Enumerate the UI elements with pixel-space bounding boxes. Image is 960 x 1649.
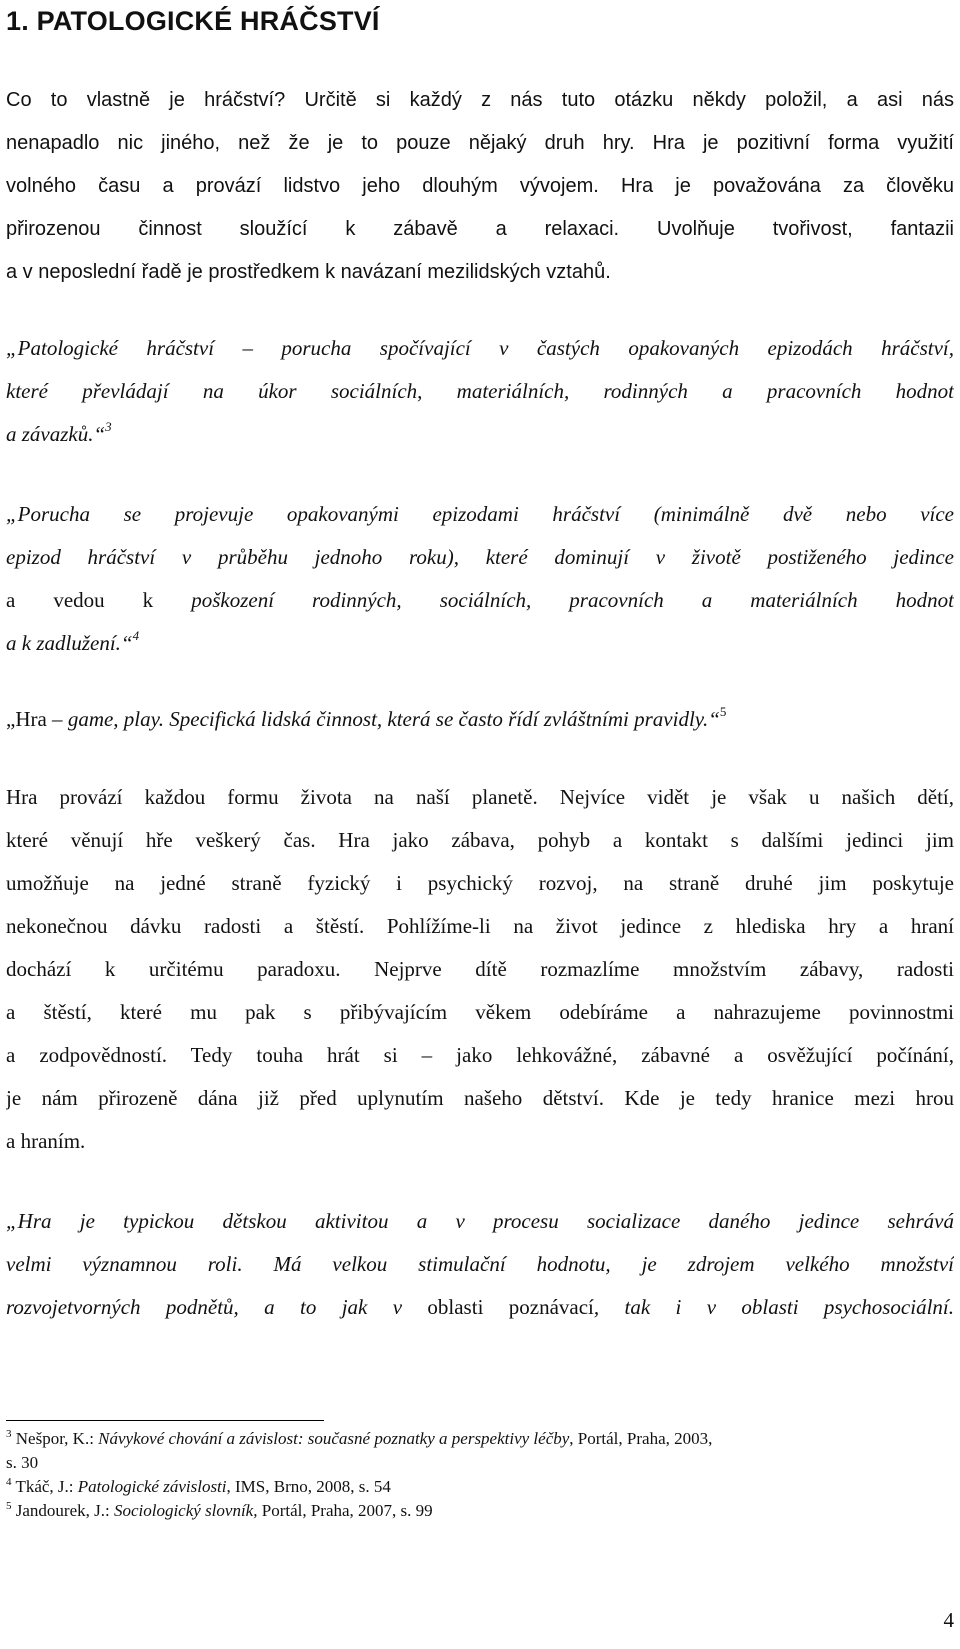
footnote-number: 4: [6, 1476, 12, 1488]
text-line: a štěstí, které mu pak s přibývajícím věkem odebíráme a nahrazujeme povinnostmi: [6, 1000, 954, 1024]
footnote-3-continued: s. 30: [6, 1453, 39, 1472]
text-segment: a vedou k: [6, 588, 192, 612]
page-number: 4: [943, 1608, 954, 1632]
footnote-author: Tkáč, J.:: [15, 1477, 78, 1496]
text-line: dochází k určitému paradoxu. Nejprve dítě rozmazlíme množstvím zábavy, radosti: [6, 957, 954, 981]
text-line: „Porucha se projevuje opakovanými epizodami hráčství (minimálně dvě nebo více: [6, 502, 954, 526]
text-line: a zodpovědností. Tedy touha hrát si – jako lehkovážné, zábavné a osvěžující počínání,: [6, 1043, 954, 1067]
text-line: které věnují hře veškerý čas. Hra jako zábava, pohyb a kontakt s dalšími jedinci jim: [6, 828, 954, 852]
text-line: velmi významnou roli. Má velkou stimulační hodnotu, je zdrojem velkého množství: [6, 1252, 954, 1276]
definition-quote-1: [6, 327, 954, 456]
text-segment: game, play. Specifická lidská činnost, která se často řídí zvláštními pravidly.“: [67, 707, 720, 731]
text-line: a hraním.: [6, 1129, 86, 1153]
definition-quote-2: [6, 493, 954, 665]
text-line: [6, 1286, 954, 1329]
footnote-publisher: Portál, Praha, 2007, s. 99: [257, 1501, 433, 1520]
footnote-4: [6, 1476, 954, 1498]
text-line: Hra provází každou formu života na naší planetě. Nejvíce vidět je však u našich dětí,: [6, 785, 954, 809]
text-line: a v neposlední řadě je prostředkem k navázaní mezilidských vztahů.: [6, 261, 611, 283]
quote-text: a závazků.“: [6, 422, 106, 446]
footnote-separator: [6, 1420, 324, 1421]
text-line: „Patologické hráčství – porucha spočívající v častých opakovaných epizodách hráčství,: [6, 336, 954, 360]
body-paragraph: [6, 776, 954, 1163]
text-segment: rozvojetvorných podnětů, a to jak v: [6, 1295, 428, 1319]
footnote-title: Sociologický slovník,: [113, 1501, 258, 1520]
text-line: [6, 622, 954, 665]
footnote-author: Jandourek, J.:: [15, 1501, 114, 1520]
text-segment: , tak i v oblasti psychosociální.: [593, 1295, 954, 1319]
text-line: je nám přirozeně dána již před uplynutím našeho dětství. Kde je tedy hranice mezi hrou: [6, 1086, 954, 1110]
text-segment: „Hra –: [6, 707, 68, 731]
footnote-5: [6, 1500, 954, 1522]
chapter-heading: 1. PATOLOGICKÉ HRÁČSTVÍ: [6, 6, 380, 36]
footnote-number: 5: [6, 1500, 12, 1512]
intro-paragraph: [6, 79, 954, 294]
text-segment: oblasti poznávací: [427, 1295, 594, 1319]
text-line: nekonečnou dávku radosti a štěstí. Pohlížíme-li na život jedince z hlediska hry a hraní: [6, 914, 954, 938]
text-line: [6, 413, 954, 456]
footnote-publisher: , Portál, Praha, 2003,: [569, 1429, 713, 1448]
text-segment: poškození rodinných, sociálních, pracovních a materiálních hodnot: [191, 588, 954, 612]
text-line: Co to vlastně je hráčství? Určitě si každý z nás tuto otázku někdy položil, a asi nás: [6, 89, 954, 111]
footnote-author: Nešpor, K.:: [15, 1429, 99, 1448]
text-line: přirozenou činnost sloužící k zábavě a relaxaci. Uvolňuje tvořivost, fantazii: [6, 218, 954, 240]
footnote-title: Patologické závislosti: [77, 1477, 227, 1496]
text-line: umožňuje na jedné straně fyzický i psychický rozvoj, na straně druhé jim poskytuje: [6, 871, 954, 895]
text-line: epizod hráčství v průběhu jednoho roku), které dominují v životě postiženého jedince: [6, 545, 954, 569]
text-line: které převládají na úkor sociálních, materiálních, rodinných a pracovních hodnot: [6, 379, 954, 403]
text-line: „Hra je typickou dětskou aktivitou a v procesu socializace daného jedince sehrává: [6, 1209, 954, 1233]
footnote-title: Návykové chování a závislost: současné poznatky a perspektivy léčby: [98, 1429, 570, 1448]
text-line: nenapadlo nic jiného, než že je to pouze nějaký druh hry. Hra je pozitivní forma využití: [6, 132, 954, 154]
footnote-publisher: , IMS, Brno, 2008, s. 54: [226, 1477, 391, 1496]
footnote-ref: 4: [132, 628, 140, 643]
text-line: volného času a provází lidstvo jeho dlouhým vývojem. Hra je považována za člověku: [6, 175, 954, 197]
text-line: [6, 698, 954, 741]
definition-quote-3: [6, 698, 954, 741]
footnote-number: 3: [6, 1428, 12, 1440]
footnote-ref: 3: [105, 419, 112, 434]
quote-text: a k zadlužení.“: [6, 631, 133, 655]
footnote-ref: 5: [719, 704, 727, 719]
definition-quote-4: [6, 1200, 954, 1329]
footnote-3: [6, 1428, 954, 1450]
text-line: [6, 579, 954, 622]
